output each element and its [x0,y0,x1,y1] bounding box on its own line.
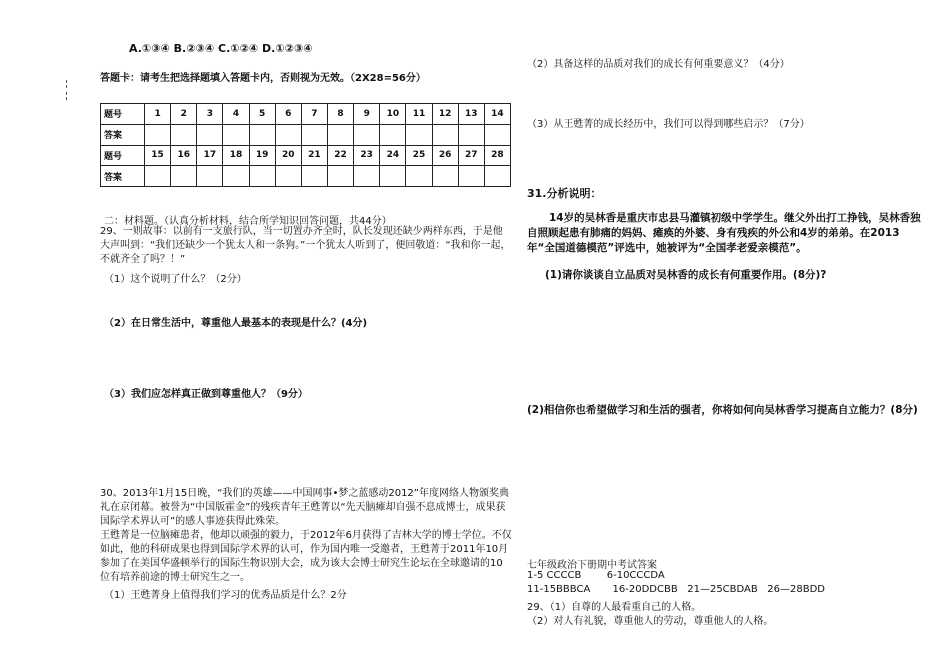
table-cell: 24 [380,145,406,166]
table-cell: 17 [197,145,223,166]
answer-cell[interactable] [171,166,197,187]
choice-options: A.①③④ B.②③④ C.①②④ D.①②③④ [129,42,313,55]
answer-cell[interactable] [484,124,510,145]
answer-cell[interactable] [354,124,380,145]
answer-cell[interactable] [301,166,327,187]
table-cell: 28 [484,145,510,166]
answer-cell[interactable] [223,124,249,145]
answer-cell[interactable] [197,124,223,145]
answer-cell[interactable] [432,166,458,187]
answer-cell[interactable] [327,166,353,187]
table-cell: 20 [275,145,301,166]
q30-part3: （3）从王甦菁的成长经历中，我们可以得到哪些启示？（7分） [527,119,810,130]
table-cell: 2 [171,104,197,125]
answer-cell[interactable] [327,124,353,145]
table-cell: 15 [145,145,171,166]
table-cell: 16 [171,145,197,166]
table-cell: 11 [406,104,432,125]
answer-cell[interactable] [380,166,406,187]
binding-margin-line [66,80,67,88]
table-cell: 8 [327,104,353,125]
table-cell: 12 [432,104,458,125]
table-cell: 21 [301,145,327,166]
q31-part2: (2)相信你也希望做学习和生活的强者，你将如何向吴林香学习提高自立能力？(8分) [527,404,918,416]
table-cell: 7 [301,104,327,125]
table-cell: 13 [458,104,484,125]
answer-key-line: 29、（1）自尊的人最看重自己的人格。 [527,602,702,613]
answer-cell[interactable] [354,166,380,187]
table-cell: 9 [354,104,380,125]
answer-cell[interactable] [249,166,275,187]
answer-cell[interactable] [458,124,484,145]
table-cell: 5 [249,104,275,125]
table-cell: 22 [327,145,353,166]
q31-part1: (1)请你谈谈自立品质对吴林香的成长有何重要作用。(8分)? [545,269,827,281]
table-cell-header: 题号 [101,145,145,166]
table-row [101,145,511,166]
table-cell: 14 [484,104,510,125]
table-cell: 1 [145,104,171,125]
q30-paragraph2: 王甦菁是一位脑瘫患者，他却以顽强的毅力，于2012年6月获得了吉林大学的博士学位。不仅如此，他的科研成果也得到国际学术界的认可，作为国内唯一受邀者，王甦菁于2011年10月参加了在美国华盛顿举行的国际生物识别大会，成为该大会博士研究生论坛在全球邀请的10位有培养前途的博士研究生之一。 [100,530,512,583]
answer-cell[interactable] [145,124,171,145]
section2-title: 二：材料题。（认真分析材料，结合所学知识回答问题，共44分） [104,216,392,227]
answer-cell[interactable] [301,124,327,145]
answer-cell[interactable] [249,124,275,145]
q30-part2: （2）具备这样的品质对我们的成长有何重要意义？（4分） [527,59,790,70]
answer-key-line: 1-5 CCCCB 6-10CCCDA [527,570,665,581]
table-row [101,104,511,125]
table-cell: 26 [432,145,458,166]
answer-cell[interactable] [406,124,432,145]
answer-cell[interactable] [484,166,510,187]
answer-cell[interactable] [275,166,301,187]
answer-cell[interactable] [458,166,484,187]
answer-key-line: 11-15BBBCA 16-20DDCBB 21—25CBDAB 26—28BDD [527,584,825,595]
answer-cell[interactable] [197,166,223,187]
table-cell: 23 [354,145,380,166]
binding-margin-line [66,92,67,100]
answer-table [100,103,511,187]
q30-part1: （1）王甦菁身上值得我们学习的优秀品质是什么？2分 [104,590,347,601]
table-cell-header: 答案 [101,166,145,187]
q29-part2: （2）在日常生活中，尊重他人最基本的表现是什么？(4分) [104,318,368,329]
q31-title: 31.分析说明： [527,187,602,200]
table-cell: 10 [380,104,406,125]
table-cell: 4 [223,104,249,125]
q29-part3: （3）我们应怎样真正做到尊重他人？（9分） [104,389,308,400]
answer-cell[interactable] [406,166,432,187]
q29-story: 29、一则故事：以前有一支旅行队，当一切置办齐全时，队长发现还缺少两样东西，于是他大声叫到：“我们还缺少一个犹太人和一条狗。”一个犹太人听到了，便回敬道：“我和你一起，不就齐全了吗？！” [100,226,511,265]
answer-key-line: （2）对人有礼貌，尊重他人的劳动，尊重他人的人格。 [527,616,774,627]
table-cell: 19 [249,145,275,166]
table-cell: 25 [406,145,432,166]
answer-card-note: 答题卡：请考生把选择题填入答题卡内，否则视为无效。（2X28=56分） [100,73,426,84]
table-row [101,124,511,145]
q30-paragraph1: 30、2013年1月15日晚，“我们的英雄——中国网事•梦之蓝感动2012”年度网络人物颁奖典礼在京闭幕。被誉为“中国版霍金”的残疾青年王甦菁以“先天脑瘫却自强不息成博士，成果获国际学术界认可”的感人事迹获得此殊荣。 [100,488,509,527]
table-cell: 6 [275,104,301,125]
table-cell-header: 答案 [101,124,145,145]
table-row [101,166,511,187]
q31-material: 14岁的吴林香是重庆市忠县马灌镇初级中学学生。继父外出打工挣钱，吴林香独自照顾起患有肺痛的妈妈、瘫痪的外婆、身有残疾的外公和4岁的弟弟。在2013年“全国道德模范”评选中，她被评为“全国孝老爱亲模范”。 [527,212,921,254]
table-cell: 3 [197,104,223,125]
answer-cell[interactable] [380,124,406,145]
answer-cell[interactable] [171,124,197,145]
table-cell: 27 [458,145,484,166]
answer-cell[interactable] [275,124,301,145]
answer-cell[interactable] [223,166,249,187]
answer-cell[interactable] [145,166,171,187]
answer-cell[interactable] [432,124,458,145]
answer-key-title: 七年级政治下册期中考试答案 [527,560,657,571]
q29-part1: （1）这个说明了什么？（2分） [104,274,247,285]
table-cell: 18 [223,145,249,166]
table-cell-header: 题号 [101,104,145,125]
